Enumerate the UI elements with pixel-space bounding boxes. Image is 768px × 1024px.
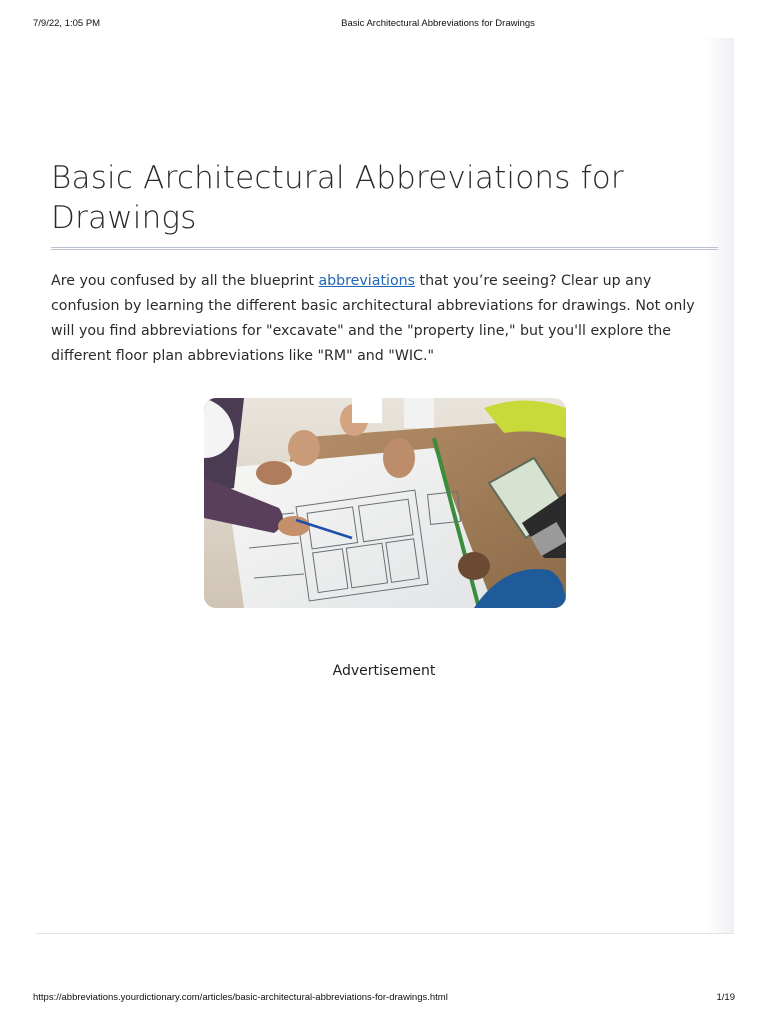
abbreviations-link[interactable]: abbreviations	[318, 273, 416, 289]
blueprint-photo	[204, 398, 566, 608]
print-header	[0, 18, 768, 32]
article-intro	[51, 269, 711, 369]
print-url: https://abbreviations.yourdictionary.com/articles/basic-architectural-abbreviations-for-drawings.html	[33, 992, 448, 1003]
intro-text-end: that you’re seeing? Clear up any confusion by learning the different basic architectural abbreviations for drawings. Not only will you find abbreviations for "excavate" and the "property line," but you'll explore the different floor plan abbreviations like "RM" and "WIC."	[51, 273, 695, 364]
page-bottom-rule	[36, 933, 734, 934]
intro-text-start: Are you confused by all the blueprint	[51, 273, 319, 289]
page-edge-shadow	[704, 38, 734, 934]
page-indicator: 1/19	[716, 992, 735, 1003]
advertisement-label: Advertisement	[332, 663, 436, 679]
title-divider	[51, 247, 718, 250]
print-document-title: Basic Architectural Abbreviations for Drawings	[341, 18, 535, 29]
print-datetime: 7/9/22, 1:05 PM	[33, 18, 101, 29]
article-title: Basic Architectural Abbreviations for Drawings	[51, 160, 624, 236]
